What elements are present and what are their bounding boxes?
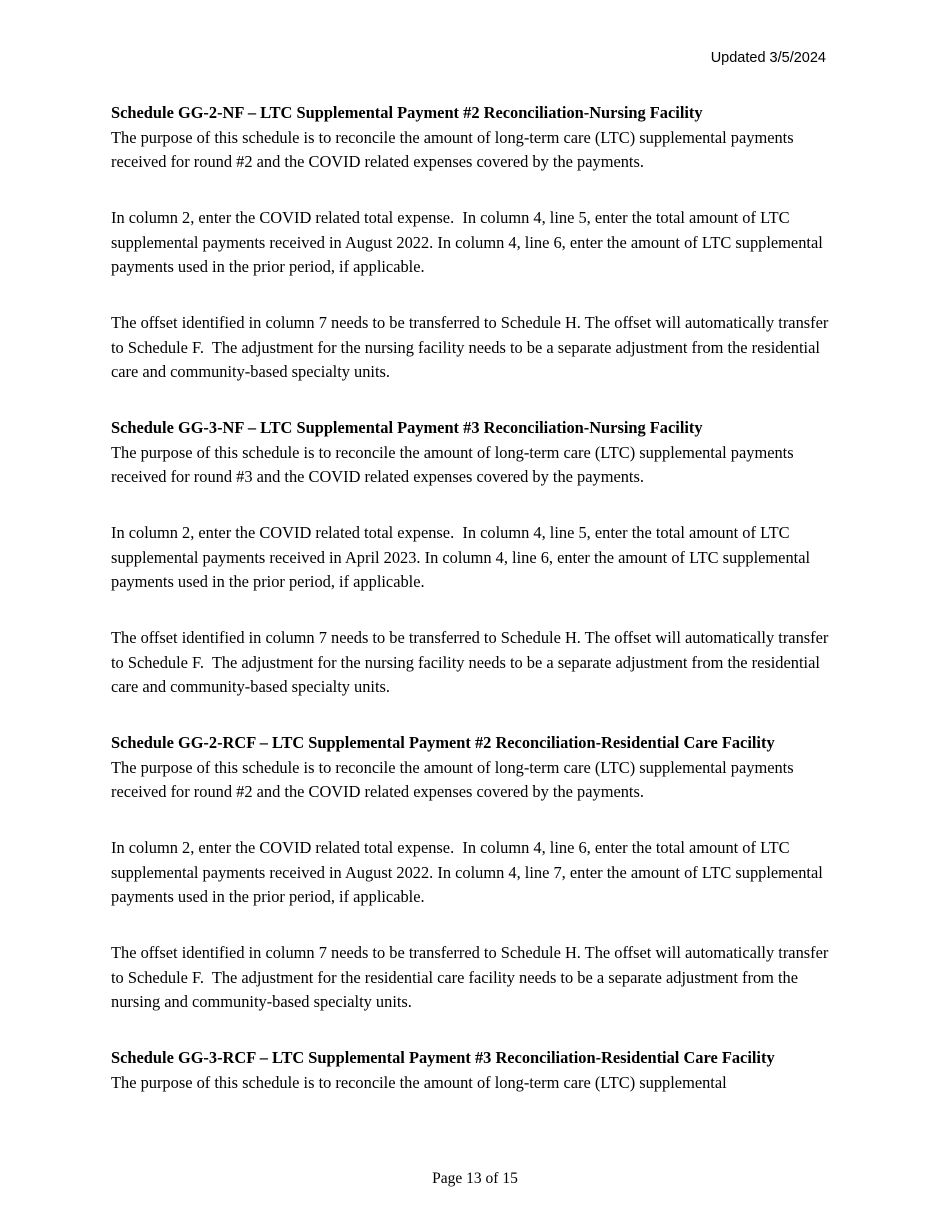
section-purpose: The purpose of this schedule is to reconcile the amount of long-term care (LTC) supplemental payments received for round #2 and the COVID related expenses covered by the payments.: [111, 757, 794, 801]
section-heading: Schedule GG-2-RCF – LTC Supplemental Payment #2 Reconciliation-Residential Care Facility: [111, 733, 775, 752]
section-gg-3-rcf: [111, 1046, 833, 1095]
updated-date: Updated 3/5/2024: [710, 50, 826, 66]
section-gg-2-rcf: [111, 731, 833, 1015]
section-instructions: In column 2, enter the COVID related total expense. In column 4, line 6, enter the total amount of LTC supplemental payments received in August 2022. In column 4, line 7, enter the amount of LTC supplemental payments used in the prior period, if applicable.: [111, 838, 823, 906]
section-offset: The offset identified in column 7 needs to be transferred to Schedule H. The offset will automatically transfer to Schedule F. The adjustment for the nursing facility needs to be a separate adjustment from the residential care and community-based specialty units.: [111, 313, 829, 381]
document-body: [111, 101, 833, 1095]
section-offset: The offset identified in column 7 needs to be transferred to Schedule H. The offset will automatically transfer to Schedule F. The adjustment for the nursing facility needs to be a separate adjustment from the residential care and community-based specialty units.: [111, 628, 829, 696]
section-purpose: The purpose of this schedule is to reconcile the amount of long-term care (LTC) supplemental payments received for round #3 and the COVID related expenses covered by the payments.: [111, 442, 794, 486]
page-number: Page 13 of 15: [432, 1170, 518, 1187]
section-heading: Schedule GG-3-RCF – LTC Supplemental Payment #3 Reconciliation-Residential Care Facility: [111, 1048, 775, 1067]
section-purpose: The purpose of this schedule is to reconcile the amount of long-term care (LTC) supplemental: [111, 1072, 727, 1092]
section-gg-2-nf: [111, 101, 833, 385]
section-instructions: In column 2, enter the COVID related total expense. In column 4, line 5, enter the total amount of LTC supplemental payments received in August 2022. In column 4, line 6, enter the amount of LTC supplemental payments used in the prior period, if applicable.: [111, 208, 823, 276]
section-gg-3-nf: [111, 416, 833, 700]
section-heading: Schedule GG-2-NF – LTC Supplemental Payment #2 Reconciliation-Nursing Facility: [111, 103, 703, 122]
section-purpose: The purpose of this schedule is to reconcile the amount of long-term care (LTC) supplemental payments received for round #2 and the COVID related expenses covered by the payments.: [111, 127, 794, 171]
section-offset: The offset identified in column 7 needs to be transferred to Schedule H. The offset will automatically transfer to Schedule F. The adjustment for the residential care facility needs to be a separate adjustment from the nursing and community-based specialty units.: [111, 943, 829, 1011]
section-instructions: In column 2, enter the COVID related total expense. In column 4, line 5, enter the total amount of LTC supplemental payments received in April 2023. In column 4, line 6, enter the amount of LTC supplemental payments used in the prior period, if applicable.: [111, 523, 811, 591]
section-heading: Schedule GG-3-NF – LTC Supplemental Payment #3 Reconciliation-Nursing Facility: [111, 418, 703, 437]
